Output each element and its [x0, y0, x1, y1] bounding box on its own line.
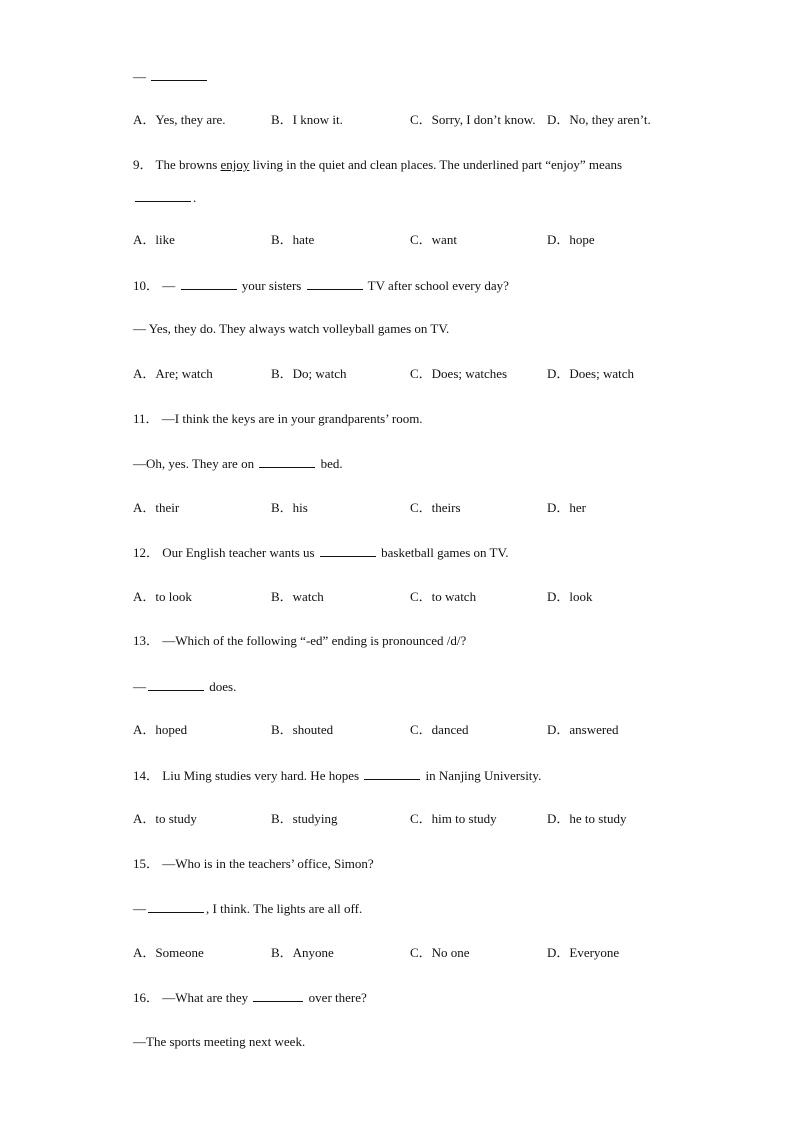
answer-text: does. — [209, 679, 237, 694]
answer-blank — [307, 277, 363, 290]
q11-stem — [133, 411, 423, 427]
option-d: D．No, they aren’t. — [547, 112, 651, 127]
stem-text: in Nanjing University. — [425, 768, 542, 783]
option-b: B．shouted — [271, 722, 334, 737]
q12-stem — [133, 544, 508, 561]
stem-text: basketball games on TV. — [381, 545, 509, 560]
question-number: 15． — [133, 856, 160, 871]
option-d: D．Does; watch — [547, 366, 635, 381]
question-number: 13． — [133, 633, 160, 648]
answer-text: , I think. The lights are all off. — [206, 901, 363, 916]
period: . — [193, 190, 197, 205]
option-c: C．to watch — [410, 589, 477, 604]
option-a: A．to look — [133, 589, 192, 604]
stem-text: TV after school every day? — [367, 278, 509, 293]
answer-text: —Oh, yes. They are on — [133, 456, 255, 471]
option-b: B．I know it. — [271, 112, 343, 127]
option-d: D．hope — [547, 232, 595, 247]
question-number: 9． — [133, 157, 153, 172]
stem-text: The browns — [155, 157, 218, 172]
option-a: A．like — [133, 232, 175, 247]
q16-stem — [133, 989, 367, 1006]
q13-answer — [133, 678, 236, 695]
question-number: 12． — [133, 545, 160, 560]
q9-stem-cont — [133, 189, 196, 206]
stem-text: —What are they — [162, 990, 249, 1005]
answer-blank — [135, 189, 191, 202]
q12-options — [133, 589, 733, 605]
option-d: D．Everyone — [547, 945, 620, 960]
option-a: A．Someone — [133, 945, 204, 960]
stem-text: your sisters — [241, 278, 302, 293]
option-c: C．want — [410, 232, 457, 247]
q8-answer-line — [133, 68, 209, 85]
answer-blank — [364, 767, 420, 780]
option-a: A．Are; watch — [133, 366, 213, 381]
q11-options — [133, 500, 733, 516]
option-c: C．No one — [410, 945, 470, 960]
q13-options — [133, 722, 733, 738]
stem-text: —I think the keys are in your grandparents’ room. — [161, 411, 423, 426]
q15-answer — [133, 900, 362, 917]
answer-blank — [148, 900, 204, 913]
answer-blank — [253, 989, 303, 1002]
answer-blank — [259, 455, 315, 468]
stem-text: Liu Ming studies very hard. He hopes — [162, 768, 360, 783]
stem-text: over there? — [308, 990, 367, 1005]
option-c: C．danced — [410, 722, 469, 737]
option-b: B．hate — [271, 232, 315, 247]
option-c: C．theirs — [410, 500, 461, 515]
underlined-word: enjoy — [220, 157, 250, 172]
dash: — — [133, 69, 146, 84]
answer-blank — [181, 277, 237, 290]
option-a: A．hoped — [133, 722, 188, 737]
answer-text: bed. — [320, 456, 343, 471]
answer-blank — [151, 68, 207, 81]
stem-text: living in the quiet and clean places. The underlined part “enjoy” means — [252, 157, 623, 172]
option-d: D．her — [547, 500, 586, 515]
option-b: B．studying — [271, 811, 338, 826]
question-number: 10． — [133, 278, 160, 293]
q9-stem — [133, 157, 622, 173]
stem-text: Our English teacher wants us — [162, 545, 315, 560]
option-a: A．to study — [133, 811, 197, 826]
option-c: C．Does; watches — [410, 366, 508, 381]
q11-answer — [133, 455, 343, 472]
option-c: C．Sorry, I don’t know. — [410, 112, 536, 127]
q14-options — [133, 811, 733, 827]
option-d: D．he to study — [547, 811, 627, 826]
stem-text: —Which of the following “-ed” ending is pronounced /d/? — [162, 633, 467, 648]
dash: — — [133, 901, 146, 916]
stem-text: —Who is in the teachers’ office, Simon? — [162, 856, 374, 871]
q16-answer: —The sports meeting next week. — [133, 1034, 306, 1049]
option-b: B．watch — [271, 589, 324, 604]
q8-options — [133, 112, 733, 128]
option-d: D．answered — [547, 722, 619, 737]
dash: — — [133, 679, 146, 694]
q9-options — [133, 232, 733, 248]
q10-stem — [133, 277, 509, 294]
option-c: C．him to study — [410, 811, 497, 826]
question-number: 11． — [133, 411, 159, 426]
answer-blank — [148, 678, 204, 691]
option-b: B．his — [271, 500, 308, 515]
dash: — — [162, 278, 176, 293]
q14-stem — [133, 767, 541, 784]
q13-stem — [133, 633, 466, 649]
question-number: 14． — [133, 768, 160, 783]
option-a: A．their — [133, 500, 180, 515]
option-a: A．Yes, they are. — [133, 112, 226, 127]
answer-blank — [320, 544, 376, 557]
option-d: D．look — [547, 589, 593, 604]
question-number: 16． — [133, 990, 160, 1005]
q10-options — [133, 366, 733, 382]
option-b: B．Anyone — [271, 945, 334, 960]
q15-options — [133, 945, 733, 961]
option-b: B．Do; watch — [271, 366, 347, 381]
q10-answer: — Yes, they do. They always watch volleyball games on TV. — [133, 321, 450, 336]
q15-stem — [133, 856, 374, 872]
